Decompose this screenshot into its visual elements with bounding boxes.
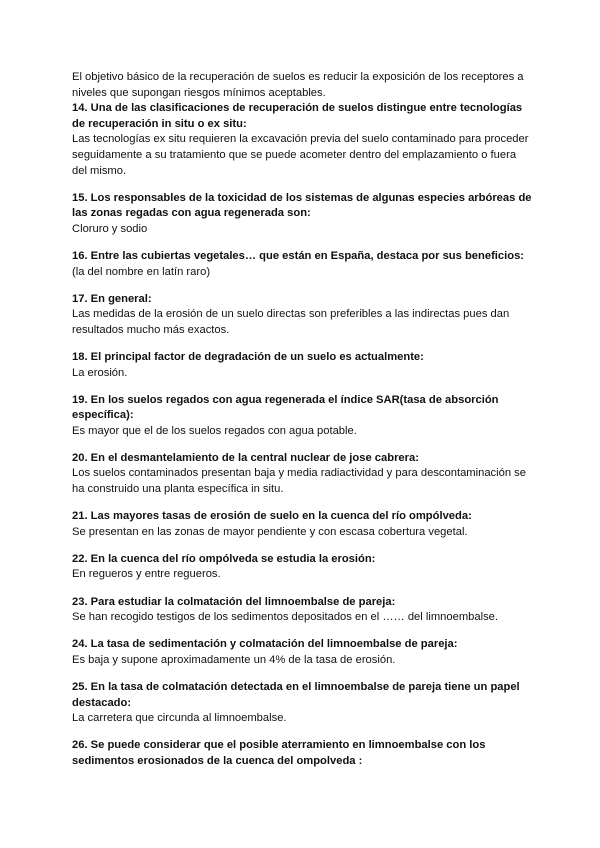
question-item-25 [72, 680, 532, 727]
question-item-20 [72, 451, 532, 498]
answer-text: Es baja y supone aproximadamente un 4% de la tasa de erosión. [72, 653, 396, 666]
answer-text: Las medidas de la erosión de un suelo directas son preferibles a las indirectas pues dan resultados mucho más exactos. [72, 308, 510, 336]
question-item-21 [72, 509, 532, 540]
question-text: 15. Los responsables de la toxicidad de los sistemas de algunas especies arbóreas de las zonas regadas con agua regenerada son: [72, 191, 532, 220]
question-item-18 [72, 350, 532, 381]
question-item-22 [72, 552, 532, 583]
answer-text: Los suelos contaminados presentan baja y media radiactividad y para descontaminación se ha construido una planta específica in situ. [72, 467, 526, 496]
answer-text: (la del nombre en latín raro) [72, 265, 211, 278]
question-text: 17. En general: [72, 292, 152, 305]
question-text: 22. En la cuenca del río ompólveda se estudia la erosión: [72, 552, 376, 565]
answer-text: Se han recogido testigos de los sedimentos depositados en el …… del limnoembalse. [72, 611, 498, 624]
intro-paragraph: El objetivo básico de la recuperación de suelos es reducir la exposición de los receptores a niveles que supongan riesgos mínimos aceptables. [72, 71, 524, 99]
answer-text: En regueros y entre regueros. [72, 568, 221, 581]
answer-text: Es mayor que el de los suelos regados con agua potable. [72, 424, 357, 437]
question-text: 20. En el desmantelamiento de la central nuclear de jose cabrera: [72, 451, 419, 464]
answer-text: Se presentan en las zonas de mayor pendiente y con escasa cobertura vegetal. [72, 525, 468, 538]
question-text: 24. La tasa de sedimentación y colmatación del limnoembalse de pareja: [72, 638, 458, 651]
question-item-19 [72, 393, 532, 440]
question-text: 19. En los suelos regados con agua regenerada el índice SAR(tasa de absorción específica): [72, 393, 499, 422]
question-item-17 [72, 292, 532, 339]
answer-text: La erosión. [72, 366, 128, 379]
question-item-15 [72, 191, 532, 238]
answer-text: Cloruro y sodio [72, 222, 148, 235]
question-text: 21. Las mayores tasas de erosión de suelo en la cuenca del río ompólveda: [72, 510, 472, 523]
question-text: 14. Una de las clasificaciones de recuperación de suelos distingue entre tecnologías de recuperación in situ o ex situ: [72, 102, 523, 130]
question-item-23 [72, 595, 532, 626]
document-page [72, 70, 532, 769]
question-item-24 [72, 637, 532, 668]
answer-text: La carretera que circunda al limnoembalse. [72, 712, 287, 725]
question-item-16 [72, 249, 532, 280]
question-text: 25. En la tasa de colmatación detectada en el limnoembalse de pareja tiene un papel destacado: [72, 680, 520, 709]
question-text: 16. Entre las cubiertas vegetales… que están en España, destaca por sus beneficios: [72, 249, 525, 262]
question-item-14 [72, 101, 532, 179]
question-text: 26. Se puede considerar que el posible aterramiento en limnoembalse con los sedimentos erosionados de la cuenca del ompolveda : [72, 739, 486, 767]
question-item-26 [72, 738, 532, 769]
question-text: 23. Para estudiar la colmatación del limnoembalse de pareja: [72, 595, 396, 608]
answer-text: Las tecnologías ex situ requieren la excavación previa del suelo contaminado para proceder seguidamente a su tratamiento que se puede acometer dentro del emplazamiento o fuera del mismo. [72, 133, 529, 177]
question-text: 18. El principal factor de degradación de un suelo es actualmente: [72, 350, 424, 363]
